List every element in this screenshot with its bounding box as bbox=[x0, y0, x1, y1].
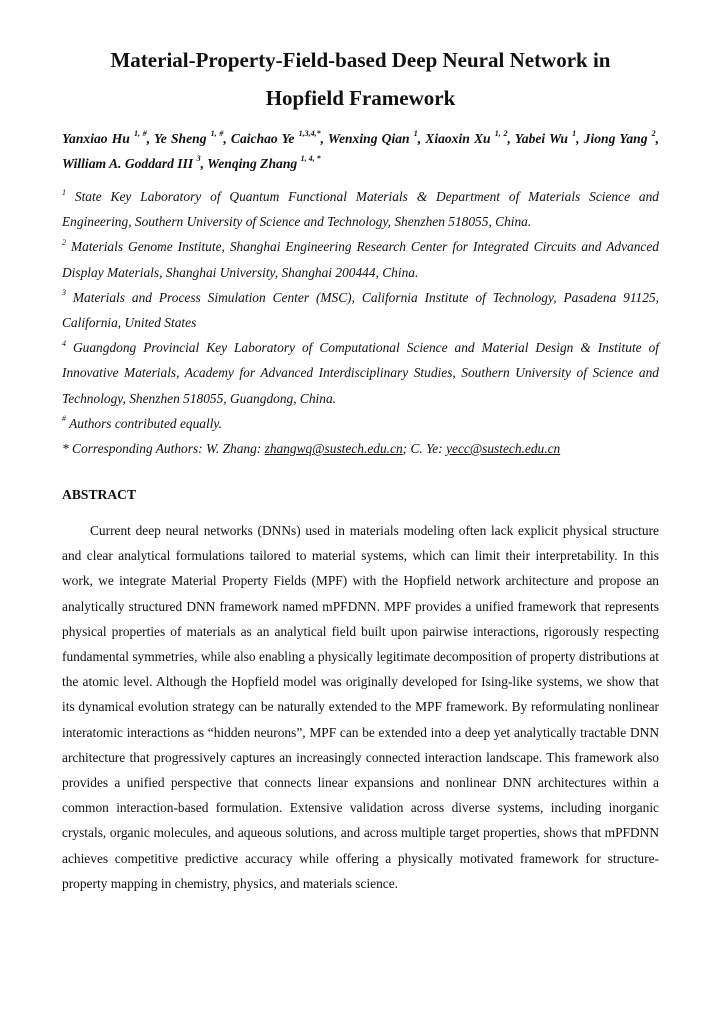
affiliation-mark: 2 bbox=[62, 237, 66, 247]
author-name: William A. Goddard III bbox=[62, 155, 194, 171]
author-name: Wenqing Zhang bbox=[207, 155, 298, 171]
affiliation-text: State Key Laboratory of Quantum Functional Materials & Department of Materials Science and Engineering, Southern University of Science and Technology, Shenzhen 518055, China. bbox=[62, 189, 659, 230]
author-sup: 1 bbox=[572, 129, 577, 139]
email-link-zhang[interactable]: zhangwq@sustech.edu.cn bbox=[264, 441, 403, 457]
author-name: Ye Sheng bbox=[154, 131, 207, 146]
affiliation-1 bbox=[62, 184, 659, 234]
paper-title bbox=[62, 41, 659, 117]
affiliation-mark: # bbox=[62, 414, 66, 424]
affiliations bbox=[62, 184, 659, 461]
author-name: Yanxiao Hu bbox=[62, 131, 130, 146]
author-name: Wenxing Qian bbox=[327, 131, 410, 146]
author-list: Yanxiao Hu $^{1, \#}$, Ye Sheng $^{1, \#}$, Caichao Ye $^{1,3,4,*}$, Wenxing Qian $^1$, Xiaoxin Xu $^{1, 2}$, Yabei Wu $^1$, Jiong Yang $^2$, William A. Goddard III $^3$, Wenqing Zhang $^{1, 4, *}$ bbox=[62, 129, 660, 171]
affiliation-2 bbox=[62, 234, 659, 284]
affiliation-text: Materials Genome Institute, Shanghai Engineering Research Center for Integrated Circuits and Advanced Display Materials, Shanghai University, Shanghai 200444, China. bbox=[62, 239, 659, 280]
affiliation-text: Guangdong Provincial Key Laboratory of Computational Science and Material Design & Institute of Innovative Materials, Academy for Advanced Interdisciplinary Studies, Southern University of Science and Technology, Shenzhen 518055, Guangdong, China. bbox=[62, 340, 659, 406]
author-sup: 2 bbox=[651, 129, 656, 139]
author-name: Jiong Yang bbox=[583, 131, 648, 146]
email-link-ye[interactable]: yecc@sustech.edu.cn bbox=[446, 441, 561, 457]
author-name: Yabei Wu bbox=[514, 131, 568, 146]
affiliation-text: Authors contributed equally. bbox=[69, 415, 222, 431]
author-name: Xiaoxin Xu bbox=[425, 131, 491, 146]
author-sup: 1,3,4,* bbox=[298, 129, 321, 139]
author-sup: 1 bbox=[413, 129, 418, 139]
affiliation-text: Materials and Process Simulation Center (MSC), California Institute of Technology, Pasadena 91125, California, United States bbox=[62, 289, 659, 331]
abstract-text: Current deep neural networks (DNNs) used in materials modeling often lack explicit physical structure and clear analytical formulations tailored to material systems, which can limit their interpretability. In this work, we integrate Material Property Fields (MPF) with the Hopfield network architecture and propose an analytically structured DNN framework named mPFDNN. MPF provides a unified framework that represents physical properties of materials as an analytical field built upon pairwise interactions, rigorously respecting fundamental symmetries, while also enabling a physically legitimate decomposition of property distributions at the atomic level. Although the Hopfield model was originally developed for Ising-like systems, we show that its dynamical evolution strategy can be naturally extended to the MPF framework. By reformulating nonlinear interatomic interactions as “hidden neurons”, MPF can be extended into a deep yet analytically tractable DNN architecture that progressively captures an increasingly connected interaction landscape. This framework also provides a unified perspective that connects linear expansions and nonlinear DNN architectures within a common interaction-based formulation. Extensive validation across diverse systems, including inorganic crystals, organic molecules, and aqueous solutions, and across multiple target properties, shows that mPFDNN achieves competitive predictive accuracy while offering a physically motivated framework for structure-property mapping in chemistry, physics, and materials science. bbox=[62, 523, 659, 891]
affiliation-3 bbox=[62, 285, 659, 335]
author-sup: 1, 4, * bbox=[300, 153, 321, 163]
title-line-1: Material-Property-Field-based Deep Neural Network in bbox=[110, 48, 611, 72]
equal-contribution-note bbox=[62, 411, 659, 436]
corresponding-authors bbox=[62, 436, 659, 461]
correspondence-prefix: * Corresponding Authors: W. Zhang: bbox=[62, 441, 265, 457]
author-name: Caichao Ye bbox=[230, 131, 295, 146]
author-sup: 1, # bbox=[210, 129, 224, 139]
author-sup: 1, # bbox=[133, 129, 147, 139]
affiliation-mark: 4 bbox=[62, 338, 66, 348]
author-sup: 1, 2 bbox=[494, 129, 508, 139]
abstract-heading: ABSTRACT bbox=[62, 487, 137, 502]
affiliation-4 bbox=[62, 335, 659, 411]
correspondence-mid: ; C. Ye: bbox=[402, 441, 447, 457]
author-sup: 3 bbox=[196, 153, 201, 163]
affiliation-mark: 3 bbox=[62, 288, 66, 298]
affiliation-mark: 1 bbox=[62, 187, 66, 197]
title-line-2: Hopfield Framework bbox=[265, 86, 456, 110]
